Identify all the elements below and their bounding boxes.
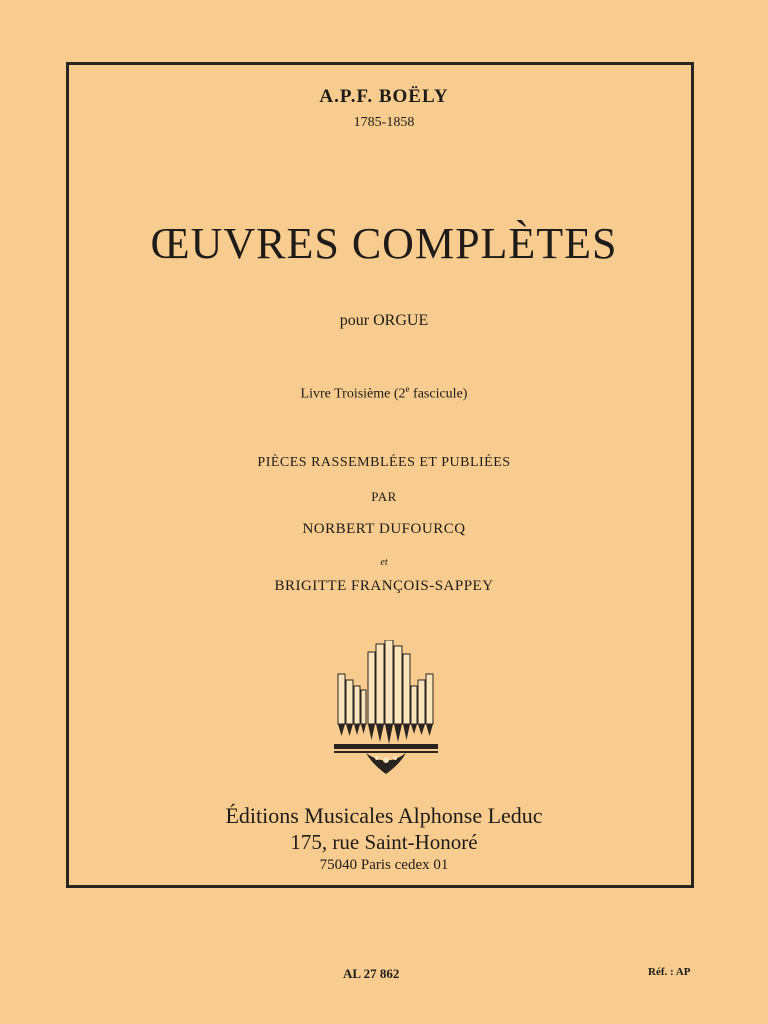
conjunction: et — [380, 557, 388, 568]
publisher-postal: 75040 Paris cedex 01 — [319, 857, 449, 873]
work-title: ŒUVRES COMPLÈTES — [150, 219, 618, 268]
by-line: PAR — [371, 489, 397, 504]
collected-line: PIÈCES RASSEMBLÉES ET PUBLIÉES — [257, 455, 511, 470]
volume-text: Livre Troisième (2 — [300, 386, 406, 402]
volume-suffix: fascicule) — [409, 386, 468, 402]
publisher-name: Éditions Musicales Alphonse Leduc — [225, 803, 543, 828]
editor-name: BRIGITTE FRANÇOIS-SAPPEY — [274, 578, 494, 594]
instrument-line: pour ORGUE — [339, 312, 429, 329]
editor-name: NORBERT DUFOURCQ — [302, 521, 466, 537]
reference-code: Réf. : AP — [648, 966, 691, 978]
composer-dates: 1785-1858 — [353, 115, 415, 130]
publisher-address: 175, rue Saint-Honoré — [290, 830, 478, 854]
organ-pipes-icon — [330, 640, 442, 780]
volume-line — [0, 384, 768, 403]
catalog-number: AL 27 862 — [343, 966, 400, 981]
composer-name: A.P.F. BOËLY — [319, 86, 449, 107]
volume-superscript: e — [405, 384, 410, 394]
